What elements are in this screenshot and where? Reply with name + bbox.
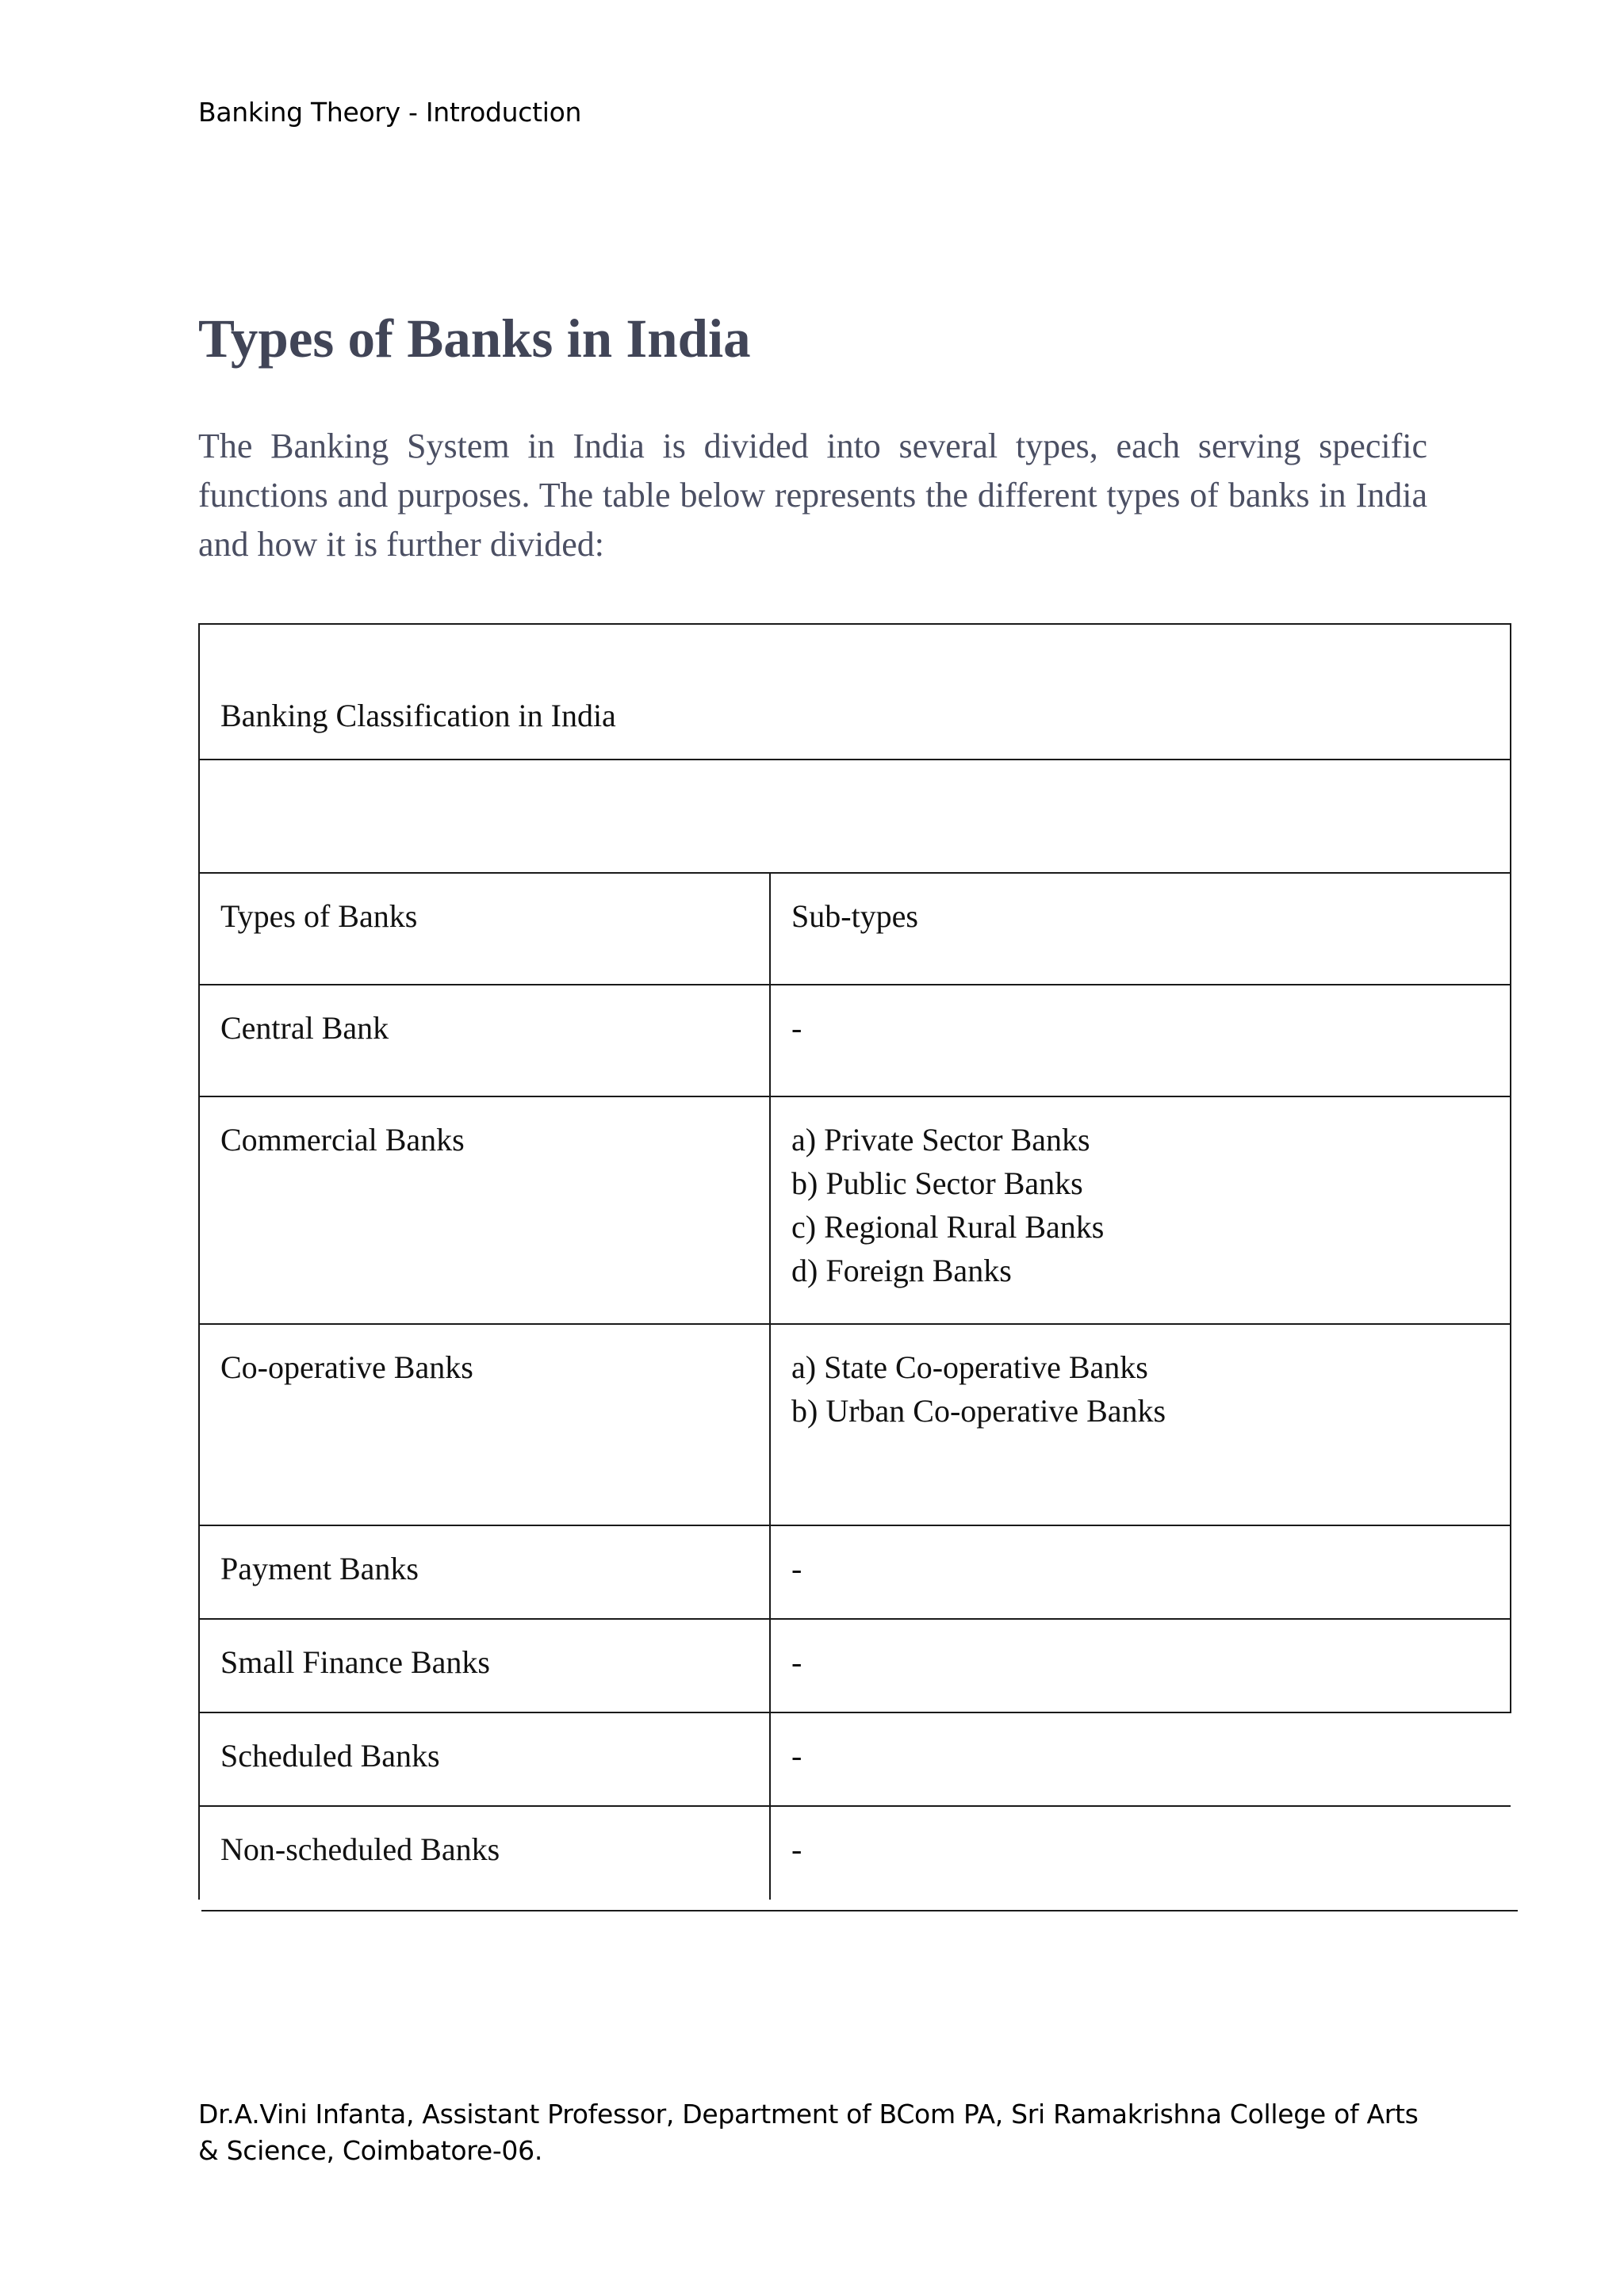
subtype-item: -: [791, 1644, 802, 1680]
running-header: Banking Theory - Introduction: [198, 97, 582, 128]
subtypes-cell: [770, 1806, 1511, 1900]
table-row: [199, 1525, 1511, 1619]
subtype-item: a) State Co-operative Banks: [791, 1349, 1148, 1385]
subtype-item: -: [791, 1738, 802, 1774]
subtype-item: -: [791, 1551, 802, 1586]
bank-type-cell: Co-operative Banks: [199, 1324, 770, 1525]
bank-type-cell: Payment Banks: [199, 1525, 770, 1619]
bank-classification-table: [198, 623, 1511, 1900]
subtypes-cell: [770, 1619, 1511, 1712]
table-row: [199, 1619, 1511, 1712]
subtype-item: c) Regional Rural Banks: [791, 1209, 1105, 1245]
column-header-subtypes: Sub-types: [770, 873, 1511, 985]
table-row: [199, 1806, 1511, 1900]
subtype-item: b) Public Sector Banks: [791, 1165, 1083, 1201]
table-bottom-rule: [201, 1910, 1518, 1911]
intro-paragraph: The Banking System in India is divided into several types, each serving specific functions and purposes. The table below represents the different types of banks in India and how it is further divided:: [198, 427, 1427, 564]
table-row: [199, 1712, 1511, 1806]
column-header-types: Types of Banks: [199, 873, 770, 985]
subtype-item: b) Urban Co-operative Banks: [791, 1393, 1166, 1429]
subtype-item: -: [791, 1831, 802, 1867]
table-row: [199, 985, 1511, 1096]
page-footer: Dr.A.Vini Infanta, Assistant Professor, Department of BCom PA, Sri Ramakrishna College of Arts & Science, Coimbatore-06.: [198, 2099, 1419, 2166]
subtype-item: a) Private Sector Banks: [791, 1122, 1090, 1158]
subtypes-cell: [770, 1525, 1511, 1619]
subtype-item: d) Foreign Banks: [791, 1253, 1012, 1288]
bank-type-cell: Scheduled Banks: [199, 1712, 770, 1806]
subtypes-cell: [770, 1324, 1511, 1525]
table-caption-row: [199, 624, 1511, 760]
subtypes-cell: [770, 1712, 1511, 1806]
table-spacer-row: [199, 760, 1511, 873]
table-caption: Banking Classification in India: [199, 624, 1511, 760]
bank-type-cell: Commercial Banks: [199, 1096, 770, 1324]
table-row: [199, 1096, 1511, 1324]
page-title: Types of Banks in India: [198, 308, 751, 369]
subtype-item: -: [791, 1010, 802, 1046]
bank-type-cell: Central Bank: [199, 985, 770, 1096]
bank-type-cell: Small Finance Banks: [199, 1619, 770, 1712]
bank-type-cell: Non-scheduled Banks: [199, 1806, 770, 1900]
table-header-row: [199, 873, 1511, 985]
subtypes-cell: [770, 985, 1511, 1096]
subtypes-cell: [770, 1096, 1511, 1324]
table-row: [199, 1324, 1511, 1525]
empty-cell: [199, 760, 1511, 873]
